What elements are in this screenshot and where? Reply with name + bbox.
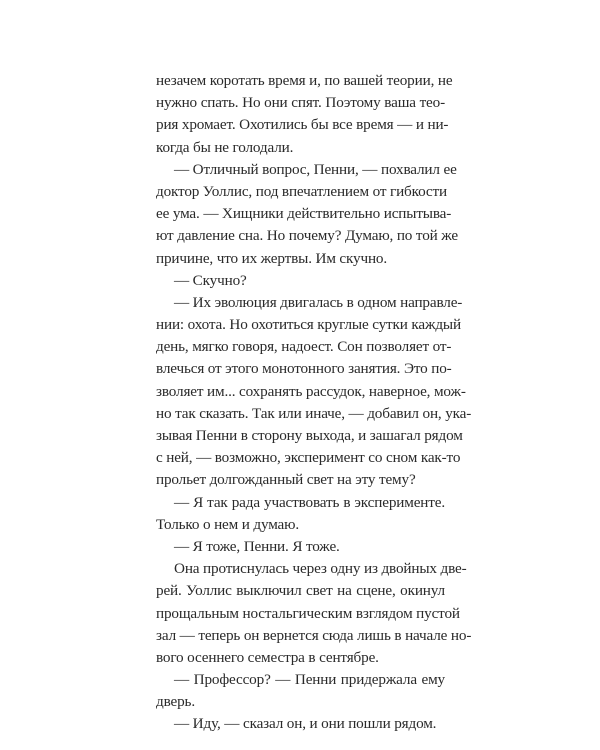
text-line: Она протиснулась через одну из двойных две- xyxy=(174,560,467,578)
text-line: влечься от этого монотонного занятия. Это по- xyxy=(156,360,452,378)
text-line: — Иду, — сказал он, и они пошли рядом. xyxy=(174,715,437,733)
text-line: прощальным ностальгическим взглядом пустой xyxy=(156,604,460,622)
text-line: — Я тоже, Пенни. Я тоже. xyxy=(174,537,340,555)
text-line: но так сказать. Так или иначе, — добавил он, ука- xyxy=(156,404,472,422)
text-line: с ней, — возможно, эксперимент со сном как-то xyxy=(156,449,461,467)
body-text xyxy=(156,70,472,736)
text-line: — Отличный вопрос, Пенни, — похвалил ее xyxy=(174,160,457,178)
text-line: когда бы не голодали. xyxy=(156,138,294,156)
text-line: рия хромает. Охотились бы все время — и ни- xyxy=(156,116,449,134)
text-line: день, мягко говоря, надоест. Сон позволяет от- xyxy=(156,338,452,356)
text-line: нужно спать. Но они спят. Поэтому ваша тео- xyxy=(156,94,445,112)
text-line: нии: охота. Но охотиться круглые сутки каждый xyxy=(156,316,461,334)
text-line: ее ума. — Хищники действительно испытыва- xyxy=(156,205,452,223)
text-line: Только о нем и думаю. xyxy=(156,515,299,533)
text-line: зывая Пенни в сторону выхода, и зашагал рядом xyxy=(156,427,463,444)
text-line: дверь. xyxy=(156,693,195,711)
text-line: рей. Уоллис выключил свет на сцене, окинул xyxy=(156,582,445,600)
text-line: прольет долгожданный свет на эту тему? xyxy=(156,471,416,489)
text-line: ют давление сна. Но почему? Думаю, по той же xyxy=(156,227,458,245)
text-line: вого осеннего семестра в сентябре. xyxy=(156,648,379,666)
text-line: — Профессор? — Пенни придержала ему xyxy=(174,671,445,689)
text-line: причине, что их жертвы. Им скучно. xyxy=(156,249,388,267)
text-line: зволяет им... сохранять рассудок, наверное, мож- xyxy=(156,382,466,400)
text-line: зал — теперь он вернется сюда лишь в начале но- xyxy=(156,626,472,644)
text-line: — Их эволюция двигалась в одном направле- xyxy=(174,293,463,311)
text-line: незачем коротать время и, по вашей теории, не xyxy=(156,72,453,89)
text-line: — Я так рада участвовать в эксперименте. xyxy=(174,493,445,511)
text-line: доктор Уоллис, под впечатлением от гибкости xyxy=(156,182,447,200)
text-line: — Скучно? xyxy=(174,271,247,289)
